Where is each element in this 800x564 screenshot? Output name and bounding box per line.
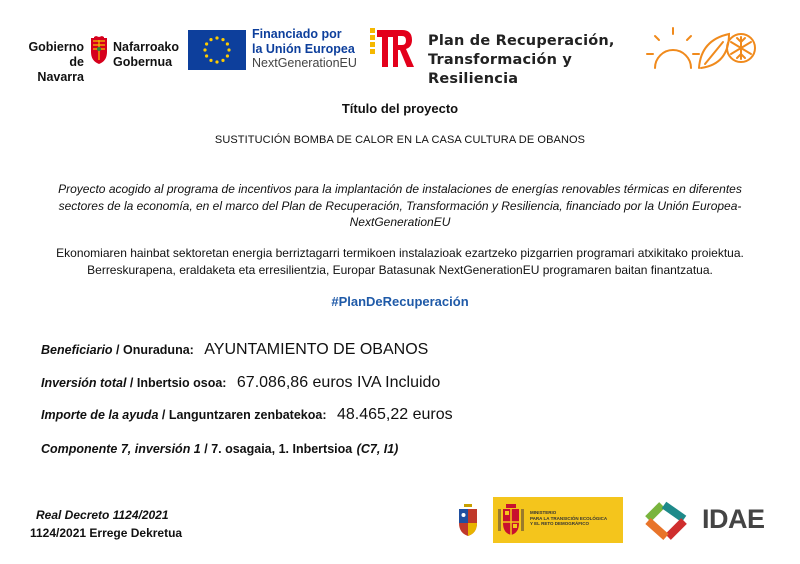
investment-row (41, 374, 440, 392)
navarra-line: Gobernua (113, 55, 173, 69)
eu-flag-icon (188, 30, 246, 70)
label-separator: / (126, 376, 137, 390)
navarra-text-eu (113, 40, 179, 70)
navarra-line: Nafarroako (113, 40, 179, 54)
investment-value: 67.086,86 euros IVA Incluido (236, 374, 441, 391)
component-label-eu: 7. osagaia, 1. Inbertsioa (211, 442, 353, 456)
ministry-text (530, 510, 620, 527)
navarra-shield-icon (88, 36, 110, 66)
ministry-line: PARA LA TRANSICIÓN ECOLÓGICA (530, 515, 608, 521)
hashtag: #PlanDeRecuperación (331, 294, 469, 309)
label-separator: / (158, 408, 169, 422)
beneficiary-value: AYUNTAMIENTO DE OBANOS (204, 341, 429, 358)
navarra-text-es (24, 40, 84, 85)
aid-value: 48.465,22 euros (336, 406, 453, 423)
beneficiary-label-eu: Onuraduna: (122, 343, 194, 357)
eu-text (252, 27, 357, 71)
aid-label-eu: Languntzaren zenbatekoa: (168, 408, 327, 422)
spain-shield-icon (497, 503, 525, 537)
ministry-line: Y EL RETO DEMOGRÁFICO (530, 521, 590, 526)
eu-line-1: Financiado por (252, 27, 342, 41)
prtr-text (428, 32, 638, 89)
eu-line-2: la Unión Europea (252, 41, 355, 56)
component-code: (C7, I1) (356, 442, 399, 456)
description-eu: Ekonomiaren hainbat sektoretan energia berriztagarri termikoen instalazioak ezartzeko pizgarrien programari atxikitako proiektua. Berreskurapena, eraldaketa eta erresilientzia, Europar Batasunak NextGenerationEU programaren baitan finantzatua. (56, 246, 744, 277)
label-separator: / (200, 442, 212, 456)
decree-es: Real Decreto 1124/2021 (36, 508, 169, 522)
royal-decree (30, 506, 182, 542)
label-separator: / (112, 343, 123, 357)
prtr-logo (368, 27, 638, 87)
investment-label-es: Inversión total (41, 376, 127, 390)
component-row (41, 440, 398, 458)
decree-eu: 1124/2021 Errege Dekretua (30, 526, 183, 540)
beneficiary-label-es: Beneficiario (41, 343, 113, 357)
project-title-label: Título del proyecto (341, 101, 459, 116)
navarra-line: de Navarra (37, 55, 84, 84)
idae-logo-icon (636, 497, 698, 543)
ministry-logo (493, 497, 623, 543)
component-label-es: Componente 7, inversión 1 (41, 442, 201, 456)
obanos-shield-icon (457, 503, 479, 537)
prtr-line-2: Transformación y Resiliencia (428, 52, 573, 87)
renewable-energy-icon (645, 24, 761, 72)
idae-logo (636, 497, 771, 543)
aid-row (41, 406, 453, 424)
investment-label-eu: Inbertsio osoa: (136, 376, 227, 390)
beneficiary-row (41, 341, 428, 359)
description-es: Proyecto acogido al programa de incentivos para la implantación de instalaciones de energías renovables térmicas en diferentes sectores de la economía, en el marco del Plan de Recuperación, Transformación y Resiliencia, financiado por la Unión Europea- NextGenerationEU (58, 182, 742, 229)
project-name: SUSTITUCIÓN BOMBA DE CALOR EN LA CASA CULTURA DE OBANOS (214, 134, 586, 146)
navarra-line: Gobierno (28, 40, 84, 54)
aid-label-es: Importe de la ayuda (41, 408, 159, 422)
ministry-line: MINISTERIO (530, 510, 557, 515)
prtr-line-1: Plan de Recuperación, (428, 33, 615, 49)
eu-logo (188, 27, 358, 72)
navarra-logo (24, 31, 179, 84)
prtr-logo-icon (368, 27, 418, 71)
idae-text: IDAE (702, 504, 765, 534)
eu-line-3: NextGenerationEU (252, 56, 357, 70)
